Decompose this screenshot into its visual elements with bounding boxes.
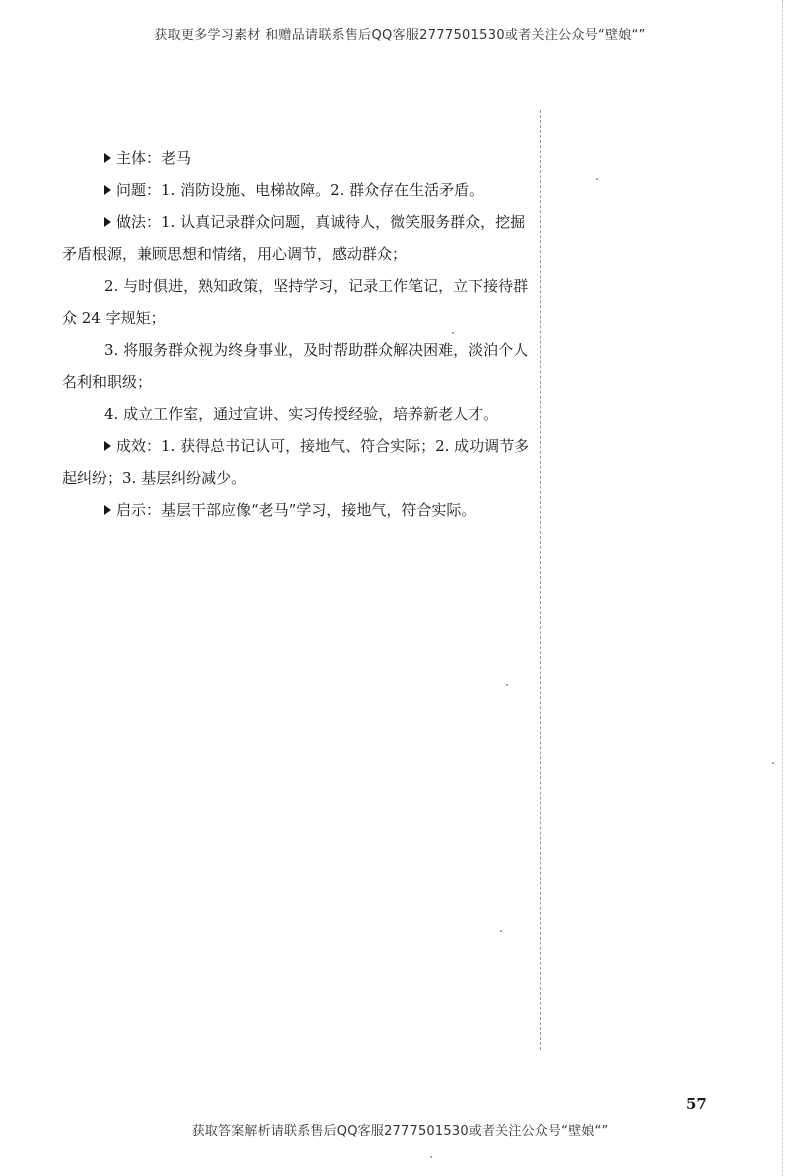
document-body — [62, 142, 532, 526]
paragraph-text: 2. 与时俱进，熟知政策，坚持学习，记录工作笔记，立下接待群众 24 字规矩； — [62, 277, 529, 327]
triangle-bullet-icon — [104, 153, 111, 163]
paragraph-text: 启示：基层干部应像“老马”学习，接地气，符合实际。 — [116, 501, 477, 519]
scan-speck — [596, 178, 598, 180]
page-edge-line — [782, 0, 783, 1176]
footer-promo-note: 获取答案解析请联系售后QQ客服2777501530或者关注公众号“壁娘“” — [191, 1124, 609, 1139]
paragraph-subject — [62, 142, 532, 174]
paragraph-method-2 — [62, 270, 532, 334]
scan-speck — [772, 762, 774, 764]
paragraph-method-3 — [62, 334, 532, 398]
page-number: 57 — [686, 1095, 707, 1113]
paragraph-text: 问题：1. 消防设施、电梯故障。2. 群众存在生活矛盾。 — [116, 181, 485, 199]
scan-speck — [430, 1156, 432, 1158]
paragraph-method-4 — [62, 398, 532, 430]
paragraph-text: 主体：老马 — [116, 149, 192, 167]
triangle-bullet-icon — [104, 505, 111, 515]
scan-speck — [500, 930, 502, 932]
paragraph-problem — [62, 174, 532, 206]
paragraph-result — [62, 430, 532, 494]
triangle-bullet-icon — [104, 441, 111, 451]
paragraph-text: 成效：1. 获得总书记认可，接地气、符合实际；2. 成功调节多起纠纷；3. 基层纠纷减少。 — [62, 437, 530, 487]
paragraph-text: 3. 将服务群众视为终身事业，及时帮助群众解决困难，淡泊个人名利和职级； — [62, 341, 529, 391]
paragraph-insight — [62, 494, 532, 526]
paragraph-text: 做法：1. 认真记录群众问题，真诚待人，微笑服务群众，挖掘矛盾根源，兼顾思想和情绪，用心调节，感动群众； — [62, 213, 526, 263]
paragraph-text: 4. 成立工作室，通过宣讲、实习传授经验，培养新老人才。 — [104, 405, 499, 423]
triangle-bullet-icon — [104, 185, 111, 195]
header-promo-note: 获取更多学习素材 和赠品请联系售后QQ客服2777501530或者关注公众号“壁娘“” — [154, 28, 646, 43]
margin-fold-line — [540, 110, 541, 1050]
paragraph-method — [62, 206, 532, 270]
scan-speck — [506, 684, 508, 686]
scan-speck — [452, 332, 454, 334]
triangle-bullet-icon — [104, 217, 111, 227]
